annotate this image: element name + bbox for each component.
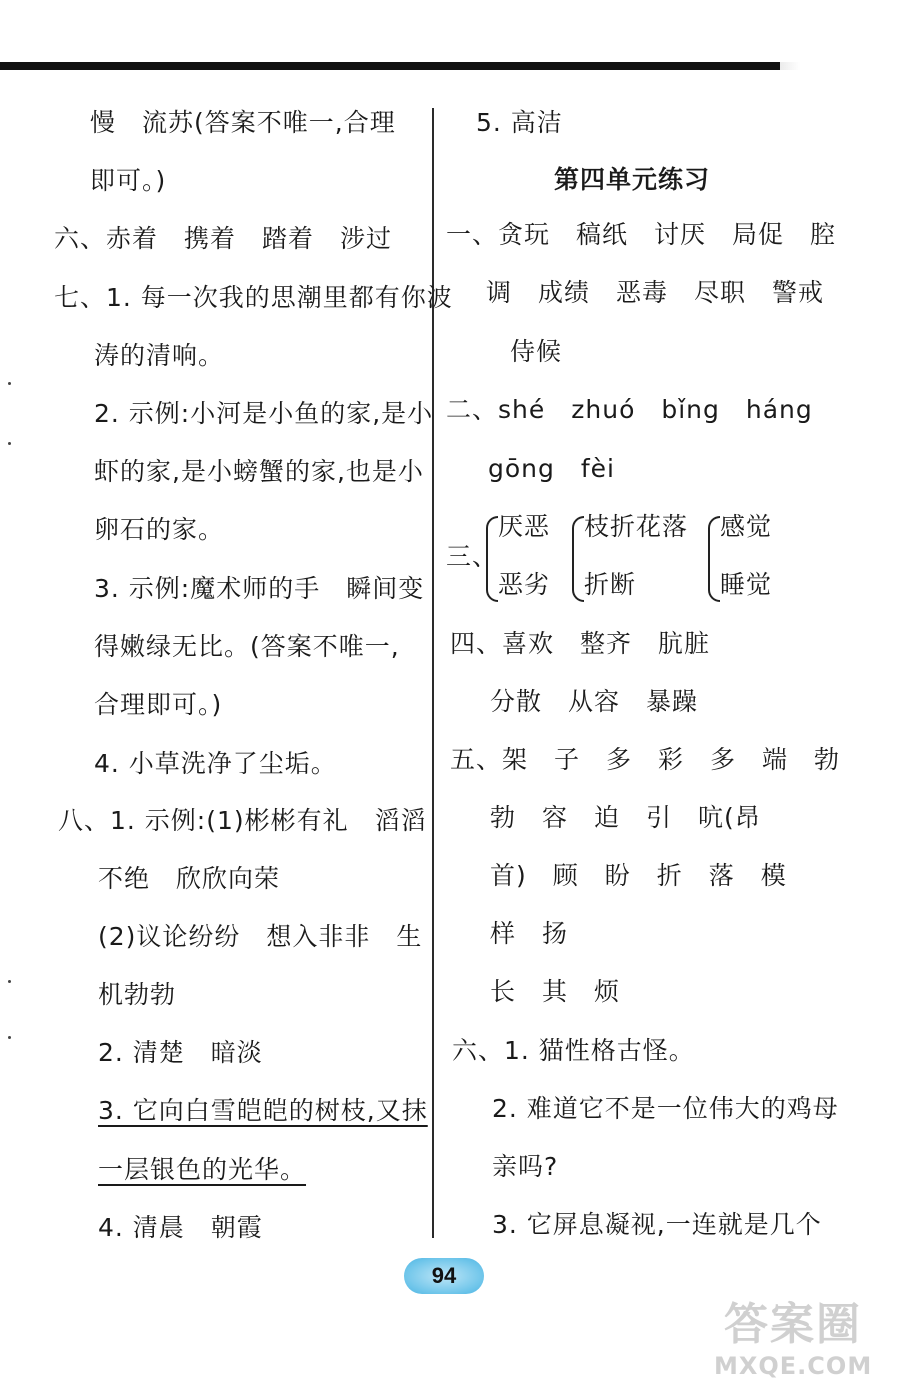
left-line-9: 3. 示例:魔术师的手 瞬间变 — [94, 574, 425, 603]
sec5-line-5: 长 其 烦 — [490, 977, 621, 1006]
sec6-line-1: 六、1. 猫性格古怪。 — [452, 1036, 695, 1065]
brace — [486, 516, 498, 602]
right-item-5: 5. 高洁 — [476, 108, 563, 137]
sec4-line-2: 分散 从容 暴躁 — [490, 687, 699, 716]
left-line-14: 不绝 欣欣向荣 — [98, 864, 281, 893]
sec5-line-2: 勃 容 迫 引 吭(昂 — [490, 803, 761, 832]
brace — [572, 516, 584, 602]
sec1-line-2: 调 成绩 恶毒 尽职 警戒 — [486, 278, 825, 307]
margin-dot — [8, 382, 11, 385]
sec2-line-2: gōng fèi — [488, 454, 616, 483]
left-line-5: 涛的清响。 — [94, 341, 225, 370]
sec3-label: 三、 — [446, 542, 499, 571]
left-line-2: 即可。) — [90, 166, 167, 195]
left-line-10: 得嫩绿无比。(答案不唯一, — [94, 632, 400, 661]
left-line-11: 合理即可。) — [94, 690, 223, 719]
left-line-16: 机勃勃 — [98, 980, 177, 1009]
left-line-7: 虾的家,是小螃蟹的家,也是小 — [94, 457, 424, 486]
sec6-line-4: 3. 它屏息凝视,一连就是几个 — [492, 1210, 822, 1239]
sec6-line-3: 亲吗? — [492, 1152, 559, 1181]
sec3-group1-bottom: 恶劣 — [498, 570, 551, 599]
sec1-line-1: 一、贪玩 稿纸 讨厌 局促 腔 — [446, 220, 837, 249]
left-line-17: 2. 清楚 暗淡 — [98, 1038, 263, 1067]
sec5-line-1: 五、架 子 多 彩 多 端 勃 — [450, 745, 841, 774]
left-line-12: 4. 小草洗净了尘垢。 — [94, 749, 337, 778]
left-line-8: 卵石的家。 — [94, 515, 225, 544]
sec3-group3-top: 感觉 — [720, 512, 773, 541]
sec4-line-1: 四、喜欢 整齐 肮脏 — [450, 629, 711, 658]
margin-dot — [8, 442, 11, 445]
left-line-18: 3. 它向白雪皑皑的树枝,又抹 — [98, 1096, 428, 1125]
sec3-group2-top: 枝折花落 — [584, 512, 689, 541]
sec5-line-3: 首) 顾 盼 折 落 模 — [490, 861, 787, 890]
sec2-line-1: 二、shé zhuó bǐng háng — [446, 395, 813, 424]
left-line-13: 八、1. 示例:(1)彬彬有礼 滔滔 — [58, 806, 427, 835]
sec3-group1-top: 厌恶 — [498, 512, 551, 541]
watermark-cn: 答案圈 — [724, 1299, 862, 1350]
left-line-4: 七、1. 每一次我的思潮里都有你波 — [54, 283, 453, 312]
unit-heading: 第四单元练习 — [554, 165, 711, 194]
top-rule-fade — [560, 62, 800, 70]
column-divider — [432, 108, 434, 1238]
watermark-en: MXQE.COM — [714, 1352, 873, 1380]
left-line-15: (2)议论纷纷 想入非非 生 — [98, 922, 423, 951]
sec3-group2-bottom: 折断 — [584, 570, 637, 599]
left-line-3: 六、赤着 携着 踏着 涉过 — [54, 224, 393, 253]
left-line-19: 一层银色的光华。 — [98, 1155, 307, 1184]
margin-dot — [8, 1036, 11, 1039]
brace — [708, 516, 720, 602]
sec3-group3-bottom: 睡觉 — [720, 570, 773, 599]
sec1-line-3: 侍候 — [510, 337, 563, 366]
left-line-6: 2. 示例:小河是小鱼的家,是小 — [94, 399, 434, 428]
margin-dot — [8, 980, 11, 983]
left-line-20: 4. 清晨 朝霞 — [98, 1213, 263, 1242]
watermark — [710, 1300, 900, 1390]
left-line-1: 慢 流苏(答案不唯一,合理 — [90, 108, 396, 137]
sec6-line-2: 2. 难道它不是一位伟大的鸡母 — [492, 1094, 839, 1123]
sec5-line-4: 样 扬 — [490, 919, 569, 948]
page-number: 94 — [431, 1263, 457, 1288]
